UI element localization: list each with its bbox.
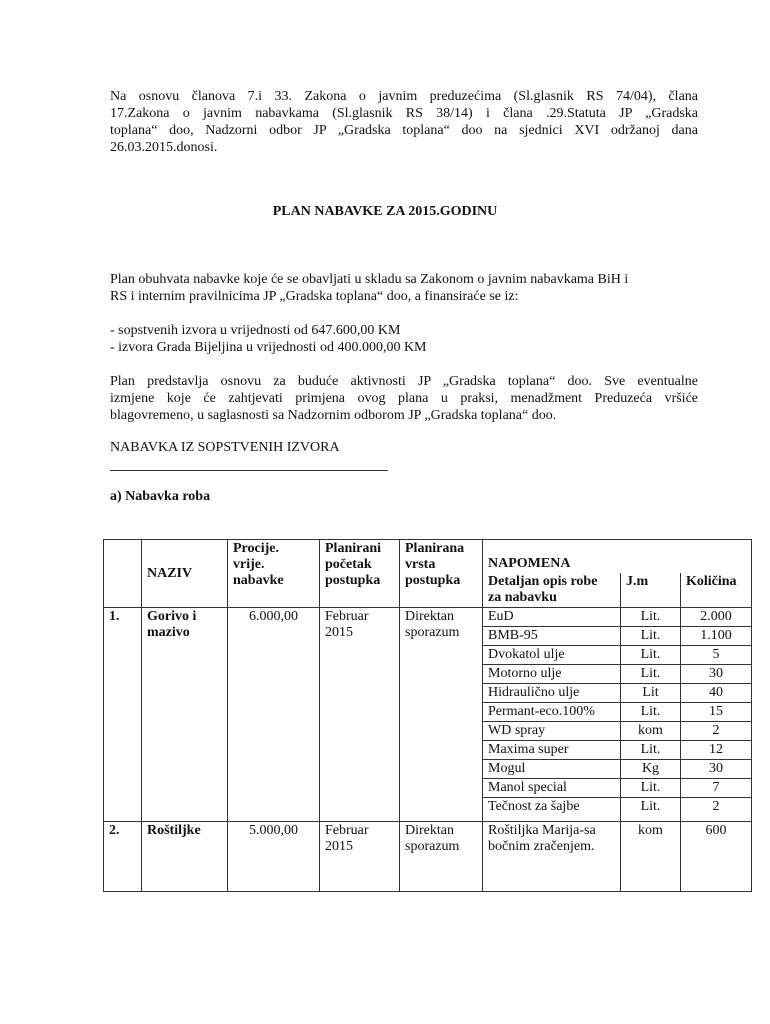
- item-opis: [483, 822, 621, 892]
- row-pocetak: [320, 822, 400, 892]
- row-pocetak-line: Februar: [325, 823, 369, 838]
- header-procjena-line: Procije.: [233, 541, 279, 556]
- row-vrijednost: 6.000,00: [228, 608, 320, 822]
- plan-line: Plan predstavlja osnovu za buduće aktivnosti JP „Gradska toplana“ doo. Sve eventualne: [110, 374, 698, 389]
- intro-paragraph: [110, 88, 698, 156]
- header-kolicina: Količina: [681, 573, 752, 608]
- item-kolicina: 15: [681, 703, 752, 722]
- header-pocetak: [320, 540, 400, 608]
- item-kolicina: 5: [681, 646, 752, 665]
- funding-sources: [110, 322, 698, 356]
- header-vrsta-line: Planirana: [405, 541, 465, 556]
- plan-line: blagovremeno, u saglasnosti sa Nadzornim odborom JP „Gradska toplana“ doo.: [110, 408, 557, 423]
- row-pocetak: [320, 608, 400, 822]
- header-vrsta-line: vrsta: [405, 557, 436, 572]
- row-pocetak-line: 2015: [325, 625, 353, 640]
- item-kolicina: 12: [681, 741, 752, 760]
- section-underline: [110, 470, 388, 471]
- header-pocetak-line: početak: [325, 557, 372, 572]
- row-vrsta-line: sporazum: [405, 839, 460, 854]
- row-number: 1.: [104, 608, 142, 822]
- item-opis: Motorno ulje: [483, 665, 621, 684]
- item-opis: Mogul: [483, 760, 621, 779]
- header-opis-line: Detaljan opis robe: [488, 574, 598, 589]
- row-naziv-line: mazivo: [147, 625, 190, 640]
- item-opis: Dvokatol ulje: [483, 646, 621, 665]
- item-kolicina: 30: [681, 760, 752, 779]
- plan-line: izmjene koje će zahtjevati primjena ovog plana u praksi, menadžment Preduzeća vršiće: [110, 391, 698, 406]
- item-kolicina: 40: [681, 684, 752, 703]
- header-napomena: NAPOMENA: [483, 540, 752, 574]
- header-naziv: [142, 540, 228, 608]
- table-header-row: [104, 540, 752, 574]
- row-naziv: [142, 608, 228, 822]
- item-jm: Lit.: [621, 646, 681, 665]
- intro-line: toplana“ doo, Nadzorni odbor JP „Gradska toplana“ doo na sjednici XVI održanoj dana: [110, 123, 698, 138]
- item-opis: Manol special: [483, 779, 621, 798]
- item-opis: WD spray: [483, 722, 621, 741]
- table-row: [104, 608, 752, 627]
- header-pocetak-line: postupka: [325, 573, 381, 588]
- header-pocetak-line: Planirani: [325, 541, 382, 556]
- row-naziv-line: Gorivo i: [147, 609, 197, 624]
- item-opis: EuD: [483, 608, 621, 627]
- scope-paragraph: [110, 271, 698, 305]
- header-procjena-line: vrije.: [233, 557, 265, 572]
- item-opis-line: bočnim zračenjem.: [488, 839, 595, 854]
- item-jm: Lit: [621, 684, 681, 703]
- item-opis-line: Roštiljka Marija-sa: [488, 823, 596, 838]
- header-opis: [483, 573, 621, 608]
- row-vrsta: [400, 822, 483, 892]
- procurement-table: [103, 539, 752, 892]
- header-procjena: [228, 540, 320, 608]
- header-jm: J.m: [621, 573, 681, 608]
- item-kolicina: 7: [681, 779, 752, 798]
- section-title: NABAVKA IZ SOPSTVENIH IZVORA: [110, 440, 340, 455]
- header-naziv-label: NAZIV: [147, 565, 193, 581]
- item-jm: Kg: [621, 760, 681, 779]
- item-kolicina: 2: [681, 798, 752, 822]
- row-vrsta: [400, 608, 483, 822]
- funding-source-item: - sopstvenih izvora u vrijednosti od 647.600,00 KM: [110, 323, 401, 338]
- row-pocetak-line: 2015: [325, 839, 353, 854]
- item-kolicina: 1.100: [681, 627, 752, 646]
- item-jm: Lit.: [621, 608, 681, 627]
- row-vrsta-line: sporazum: [405, 625, 460, 640]
- item-jm: Lit.: [621, 703, 681, 722]
- row-naziv: Roštiljke: [142, 822, 228, 892]
- header-vrsta-line: postupka: [405, 573, 461, 588]
- item-jm: kom: [621, 722, 681, 741]
- item-jm: Lit.: [621, 627, 681, 646]
- item-jm: Lit.: [621, 665, 681, 684]
- table-row: [104, 822, 752, 892]
- subheading: a) Nabavka roba: [110, 489, 211, 504]
- item-kolicina: 2: [681, 722, 752, 741]
- item-opis: Maxima super: [483, 741, 621, 760]
- scope-line: RS i internim pravilnicima JP „Gradska toplana“ doo, a finansiraće se iz:: [110, 289, 519, 304]
- intro-line: 17.Zakona o javnim nabavkama (Sl.glasnik RS 38/14) i člana .29.Statuta JP „Gradska: [110, 106, 698, 121]
- header-vrsta: [400, 540, 483, 608]
- item-jm: kom: [621, 822, 681, 892]
- row-vrsta-line: Direktan: [405, 823, 454, 838]
- row-number: 2.: [104, 822, 142, 892]
- item-jm: Lit.: [621, 779, 681, 798]
- row-vrsta-line: Direktan: [405, 609, 454, 624]
- plan-paragraph: [110, 373, 698, 424]
- item-jm: Lit.: [621, 741, 681, 760]
- header-procjena-line: nabavke: [233, 573, 284, 588]
- funding-source-item: - izvora Grada Bijeljina u vrijednosti od 400.000,00 KM: [110, 340, 427, 355]
- scope-line: Plan obuhvata nabavke koje će se obavljati u skladu sa Zakonom o javnim nabavkama BiH i: [110, 272, 629, 287]
- header-opis-line: za nabavku: [488, 590, 557, 605]
- intro-line: Na osnovu članova 7.i 33. Zakona o javnim preduzećima (Sl.glasnik RS 74/04), člana: [110, 89, 698, 104]
- item-opis: Permant-eco.100%: [483, 703, 621, 722]
- item-jm: Lit.: [621, 798, 681, 822]
- item-kolicina: 30: [681, 665, 752, 684]
- header-number: [104, 540, 142, 608]
- item-opis: Hidraulično ulje: [483, 684, 621, 703]
- row-vrijednost: 5.000,00: [228, 822, 320, 892]
- intro-line: 26.03.2015.donosi.: [110, 140, 218, 155]
- item-opis: Tečnost za šajbe: [483, 798, 621, 822]
- document-title: PLAN NABAVKE ZA 2015.GODINU: [272, 204, 498, 219]
- item-opis: BMB-95: [483, 627, 621, 646]
- item-kolicina: 600: [681, 822, 752, 892]
- item-kolicina: 2.000: [681, 608, 752, 627]
- row-pocetak-line: Februar: [325, 609, 369, 624]
